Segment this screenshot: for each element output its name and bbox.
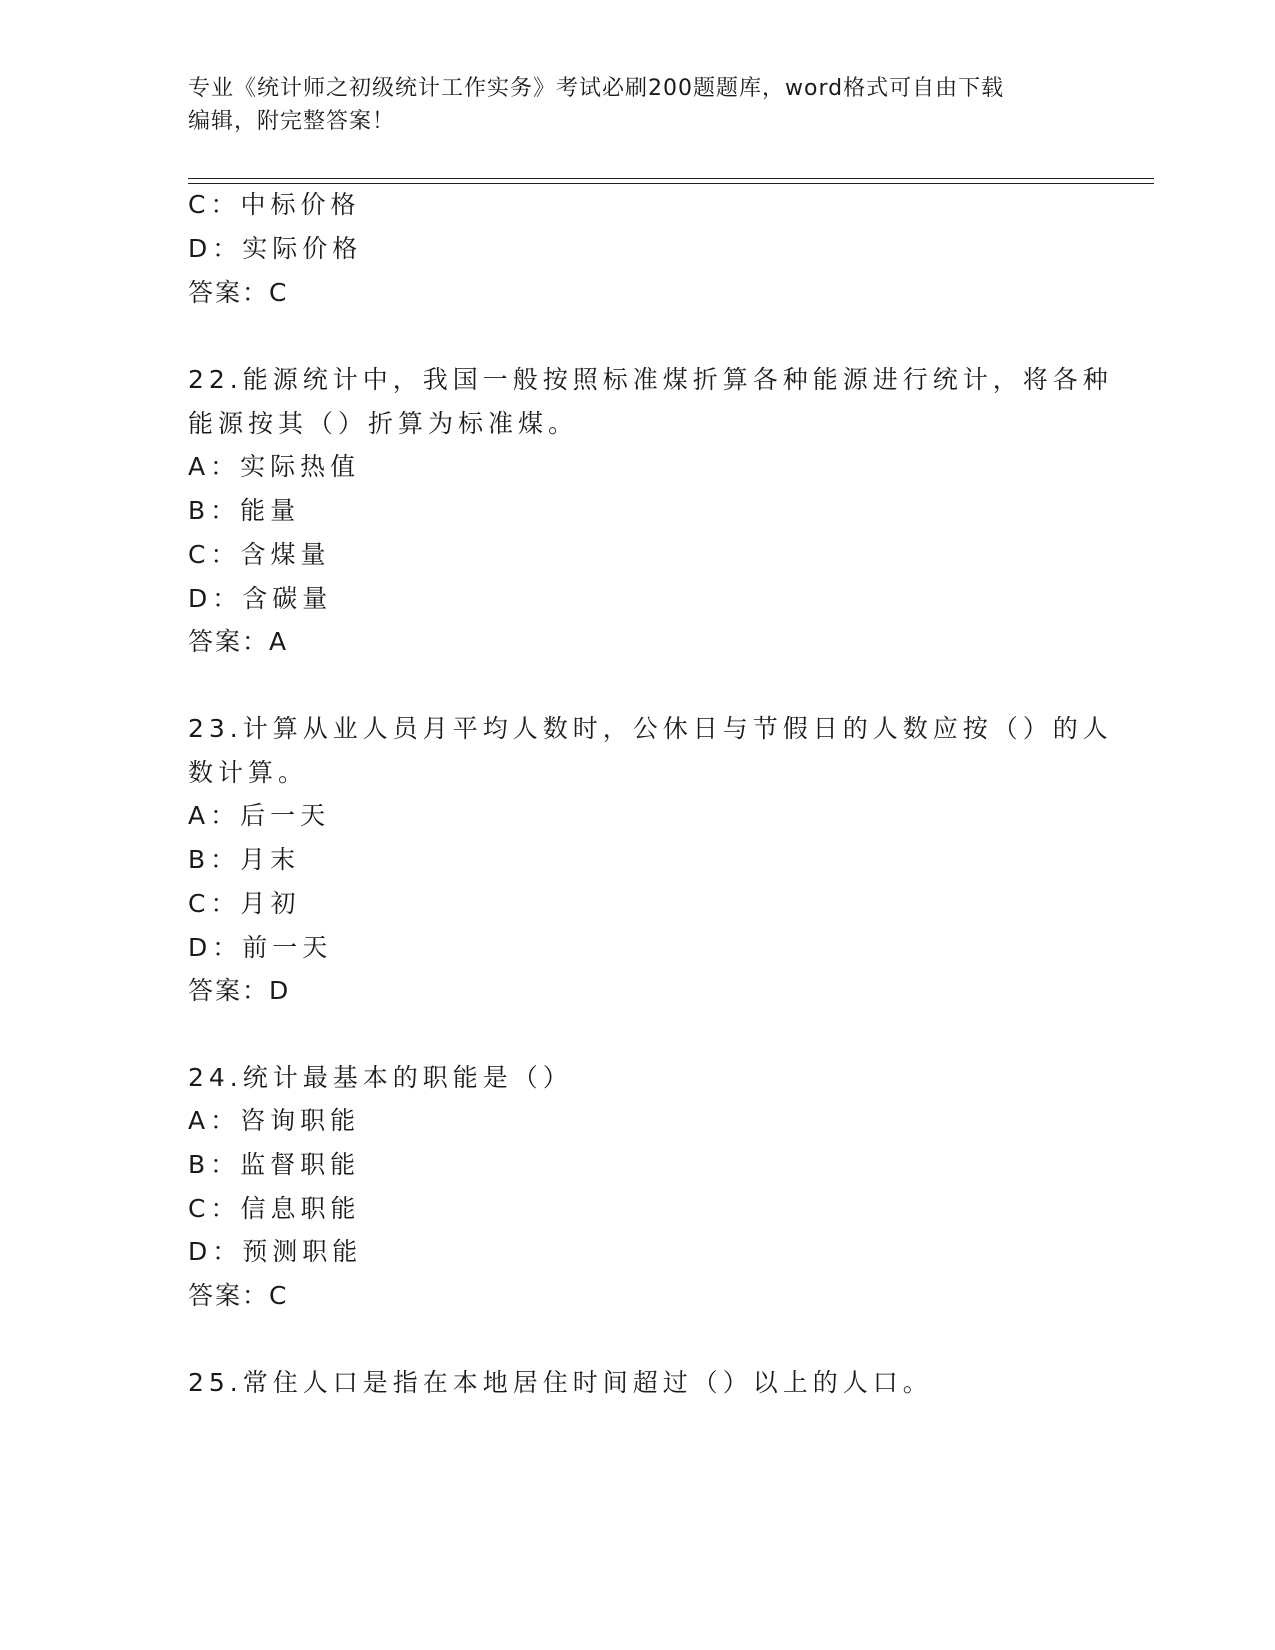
q22-option-c: C：含煤量 (188, 540, 331, 569)
q22-option-b: B：能量 (188, 496, 301, 525)
q23-option-b: B：月末 (188, 845, 301, 874)
header-divider-top (188, 178, 1154, 179)
q22-option-d: D：含碳量 (188, 584, 333, 613)
q24-option-c: C：信息职能 (188, 1194, 361, 1223)
q24-stem-line1: 24.统计最基本的职能是（） (188, 1063, 573, 1092)
q22-stem-line1: 22.能源统计中，我国一般按照标准煤折算各种能源进行统计，将各种 (188, 365, 1113, 394)
header-title-line1: 专业《统计师之初级统计工作实务》考试必刷200题题库，word格式可自由下载 (188, 76, 1005, 101)
q21-answer: 答案：C (188, 278, 289, 307)
q23-option-a: A：后一天 (188, 801, 331, 830)
header-title-line2: 编辑，附完整答案！ (188, 109, 396, 134)
q21-option-c: C：中标价格 (188, 190, 361, 219)
q24-answer: 答案：C (188, 1281, 289, 1310)
q23-answer: 答案：D (188, 976, 291, 1005)
q22-option-a: A：实际热值 (188, 452, 361, 481)
q24-option-b: B：监督职能 (188, 1150, 361, 1179)
q25-stem-line1: 25.常住人口是指在本地居住时间超过（）以上的人口。 (188, 1368, 933, 1397)
q24-option-a: A：咨询职能 (188, 1106, 361, 1135)
document-header (188, 72, 1088, 138)
q23-option-d: D：前一天 (188, 933, 333, 962)
q21-option-d: D：实际价格 (188, 234, 363, 263)
q24-option-d: D：预测职能 (188, 1237, 363, 1266)
q23-option-c: C：月初 (188, 889, 301, 918)
q23-stem-line1: 23.计算从业人员月平均人数时，公休日与节假日的人数应按（）的人 (188, 714, 1113, 743)
q23-stem-line2: 数计算。 (188, 758, 309, 787)
q22-answer: 答案：A (188, 627, 289, 656)
q22-stem-line2: 能源按其（）折算为标准煤。 (188, 409, 579, 438)
header-divider-bottom (188, 183, 1154, 184)
